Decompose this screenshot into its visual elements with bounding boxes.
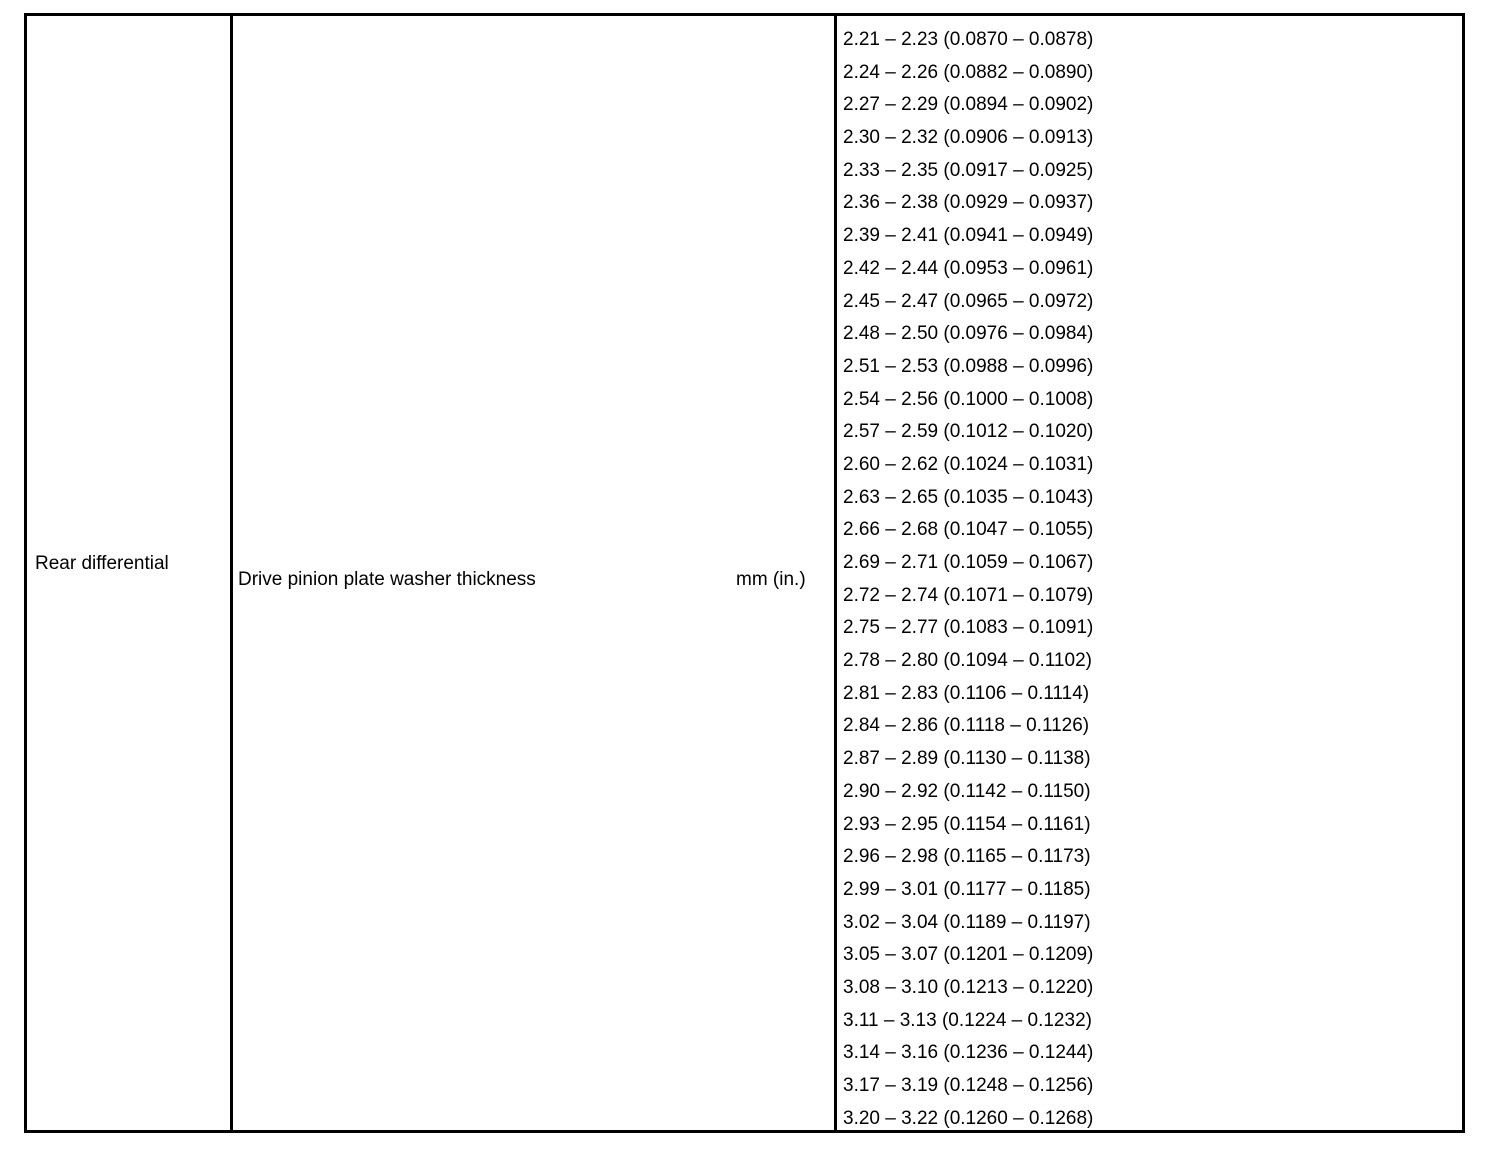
value-row: 2.99 – 3.01 (0.1177 – 0.1185): [843, 878, 1091, 900]
value-row: 3.14 – 3.16 (0.1236 – 0.1244): [843, 1042, 1094, 1064]
value-row: 2.78 – 2.80 (0.1094 – 0.1102): [843, 650, 1092, 672]
value-row: 2.81 – 2.83 (0.1106 – 0.1114): [843, 682, 1090, 704]
value-row: 2.33 – 2.35 (0.0917 – 0.0925): [843, 159, 1094, 181]
value-row: 3.20 – 3.22 (0.1260 – 0.1268): [843, 1107, 1094, 1129]
value-row: 2.24 – 2.26 (0.0882 – 0.0890): [843, 61, 1094, 83]
value-row: 2.57 – 2.59 (0.1012 – 0.1020): [843, 421, 1094, 443]
value-row: 2.96 – 2.98 (0.1165 – 0.1173): [843, 846, 1091, 868]
value-row: 2.69 – 2.71 (0.1059 – 0.1067): [843, 552, 1094, 573]
value-row: 2.87 – 2.89 (0.1130 – 0.1138): [843, 748, 1091, 770]
value-row: 2.93 – 2.95 (0.1154 – 0.1161): [843, 813, 1091, 835]
component-cell: Rear differential: [35, 553, 169, 574]
value-row: 2.42 – 2.44 (0.0953 – 0.0961): [843, 257, 1094, 279]
value-row: 2.21 – 2.23 (0.0870 – 0.0878): [843, 29, 1094, 50]
value-row: 2.84 – 2.86 (0.1118 – 0.1126): [843, 715, 1090, 737]
value-row: 2.45 – 2.47 (0.0965 – 0.0972): [843, 290, 1094, 312]
value-row: 2.75 – 2.77 (0.1083 – 0.1091): [843, 617, 1094, 639]
value-row: 2.60 – 2.62 (0.1024 – 0.1031): [843, 453, 1094, 475]
value-row: 3.05 – 3.07 (0.1201 – 0.1209): [843, 944, 1094, 966]
value-row: 2.30 – 2.32 (0.0906 – 0.0913): [843, 127, 1094, 149]
value-row: 2.72 – 2.74 (0.1071 – 0.1079): [843, 584, 1094, 606]
column-divider: [230, 16, 233, 1130]
value-row: 3.11 – 3.13 (0.1224 – 0.1232): [843, 1009, 1092, 1031]
value-row: 2.66 – 2.68 (0.1047 – 0.1055): [843, 519, 1094, 541]
value-row: 2.63 – 2.65 (0.1035 – 0.1043): [843, 486, 1094, 508]
value-list: [843, 24, 1093, 1135]
spec-table: [24, 13, 1465, 1133]
value-row: 3.02 – 3.04 (0.1189 – 0.1197): [843, 911, 1091, 933]
value-row: 2.90 – 2.92 (0.1142 – 0.1150): [843, 780, 1091, 802]
value-row: 2.36 – 2.38 (0.0929 – 0.0937): [843, 192, 1094, 214]
column-divider: [834, 16, 837, 1130]
value-row: 2.48 – 2.50 (0.0976 – 0.0984): [843, 323, 1094, 345]
value-row: 2.54 – 2.56 (0.1000 – 0.1008): [843, 388, 1094, 410]
item-cell: Drive pinion plate washer thickness: [238, 569, 536, 590]
value-row: 2.39 – 2.41 (0.0941 – 0.0949): [843, 225, 1094, 247]
value-row: 3.08 – 3.10 (0.1213 – 0.1220): [843, 976, 1094, 998]
unit-label: mm (in.): [736, 569, 806, 590]
value-row: 3.17 – 3.19 (0.1248 – 0.1256): [843, 1075, 1094, 1096]
value-row: 2.51 – 2.53 (0.0988 – 0.0996): [843, 355, 1094, 377]
value-row: 2.27 – 2.29 (0.0894 – 0.0902): [843, 94, 1094, 116]
